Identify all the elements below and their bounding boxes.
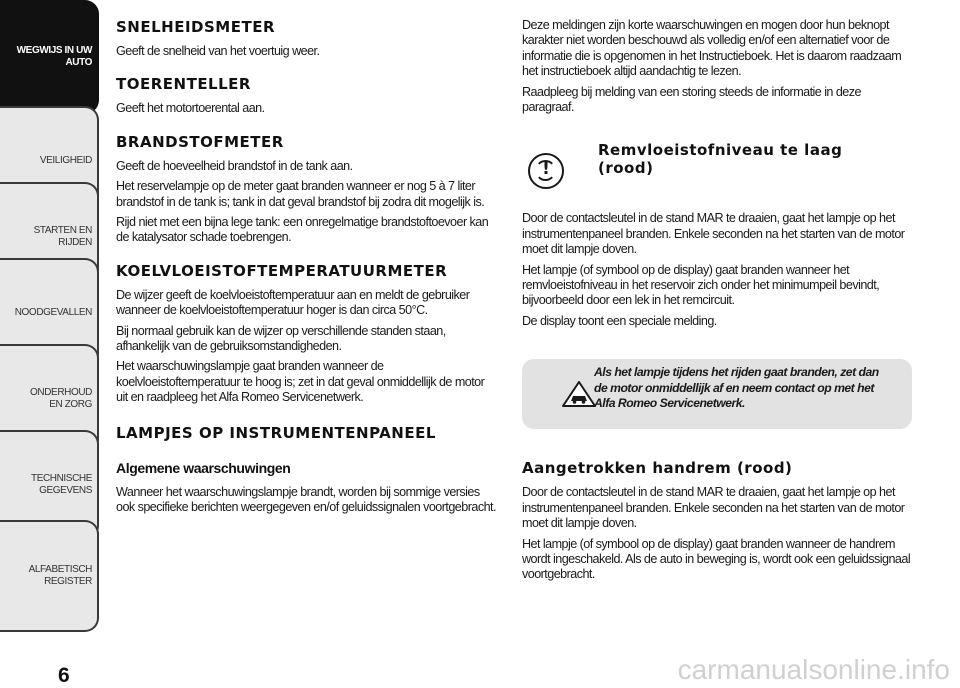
- left-column: [116, 18, 496, 516]
- page-number: 6: [58, 664, 70, 687]
- sidebar-navigation: [0, 0, 100, 686]
- paragraph: Wanneer het waarschuwingslampje brandt, worden bij sommige versies ook specifieke berichten weergegeven en/of geluidssignalen voortgebracht.: [116, 484, 496, 515]
- section-title-koelvloeistof: KOELVLOEISTOFTEMPERATUURMETER: [116, 261, 448, 280]
- paragraph: Het reservelampje op de meter gaat branden wanneer er nog 5 à 7 liter brandstof in de tank is; tank in dat geval brandstof bij zodra dit mogelijk is.: [116, 179, 485, 209]
- paragraph: Het waarschuwingslampje gaat branden wanneer de koelvloeistoftemperatuur te hoog is; zet in dat geval onmiddellijk de motor uit en raadpleeg het Alfa Romeo Servicenetwerk.: [116, 359, 485, 405]
- paragraph: Geeft de snelheid van het voertuig weer.: [116, 44, 320, 58]
- car-warning-triangle-icon: [562, 381, 596, 407]
- warning-header-remvloeistof: [522, 141, 912, 211]
- brake-warning-icon: !: [528, 153, 564, 189]
- section-title-brandstofmeter: BRANDSTOFMETER: [116, 132, 284, 151]
- sidebar-tab-label: TECHNISCHE GEGEVENS: [30, 473, 92, 496]
- paragraph: Door de contactsleutel in de stand MAR te draaien, gaat het lampje op het instrumentenpaneel branden. Enkele seconden na het starten van de motor moet dit lampje doven.: [522, 485, 905, 531]
- sidebar-tab-label: ONDERHOUD EN ZORG: [30, 387, 92, 410]
- subsection-title-algemene: Algemene waarschuwingen: [116, 459, 291, 476]
- note-box: [522, 359, 912, 429]
- right-column: [522, 18, 912, 583]
- sidebar-tab-alfabetisch[interactable]: [0, 520, 99, 632]
- paragraph: Door de contactsleutel in de stand MAR te draaien, gaat het lampje op het instrumentenpaneel branden. Enkele seconden na het starten van de motor moet dit lampje doven.: [522, 211, 905, 257]
- paragraph: Rijd niet met een bijna lege tank: een onregelmatige brandstoftoevoer kan de katalysator schade toebrengen.: [116, 215, 489, 245]
- sidebar-tab-wegwijs[interactable]: [0, 0, 99, 114]
- section-title-snelheidsmeter: SNELHEIDSMETER: [116, 18, 275, 36]
- paragraph: Bij normaal gebruik kan de wijzer op verschillende standen staan, afhankelijk van de gebruiksomstandigheden.: [116, 323, 446, 354]
- sidebar-tab-label: STARTEN EN RIJDEN: [33, 225, 92, 248]
- paragraph: Geeft het motortoerental aan.: [116, 101, 265, 116]
- sidebar-tab-label: VEILIGHEID: [39, 155, 92, 166]
- sidebar-tab-label: WEGWIJS IN UW AUTO: [16, 45, 92, 68]
- note-text: Als het lampje tijdens het rijden gaat branden, zet dan de motor onmiddellijk af en neem contact op met het Alfa Romeo Servicenetwerk.: [594, 365, 879, 410]
- paragraph: Deze meldingen zijn korte waarschuwingen en mogen door hun beknopt karakter niet worden beschouwd als volledig en/of een alternatief voor de informatie die is opgenomen in het Instructieboek. Het is daarom raadzaam het instructieboek altijd aandachtig te lezen.: [522, 18, 902, 79]
- sidebar-tab-label: NOODGEVALLEN: [14, 307, 92, 318]
- section-title-toerenteller: TOERENTELLER: [116, 75, 251, 94]
- paragraph: Het lampje (of symbool op de display) gaat branden wanneer de handrem wordt ingeschakeld. Als de auto in beweging is, wordt ook een geluidssignaal voortgebracht.: [522, 536, 911, 582]
- section-title-handrem: Aangetrokken handrem (rood): [522, 459, 793, 478]
- paragraph: Het lampje (of symbool op de display) gaat branden wanneer het remvloeistofniveau in het reservoir zich onder het minimumpeil bevindt, bijvoorbeeld door een lek in het remcircuit.: [522, 262, 880, 308]
- paragraph: De wijzer geeft de koelvloeistoftemperatuur aan en meldt de gebruiker wanneer de koelvloeistoftemperatuur hoger is dan circa 50°C.: [116, 287, 470, 318]
- paragraph: Geeft de hoeveelheid brandstof in de tank aan.: [116, 158, 353, 173]
- sidebar-tab-label: ALFABETISCH REGISTER: [28, 564, 92, 587]
- paragraph: De display toont een speciale melding.: [522, 313, 717, 328]
- section-title-lampjes: LAMPJES OP INSTRUMENTENPANEEL: [116, 423, 436, 442]
- watermark: carmanualsonline.info: [677, 654, 950, 685]
- paragraph: Raadpleeg bij melding van een storing steeds de informatie in deze paragraaf.: [522, 84, 861, 115]
- section-title-remvloeistof: Remvloeistofniveau te laag (rood): [598, 141, 843, 178]
